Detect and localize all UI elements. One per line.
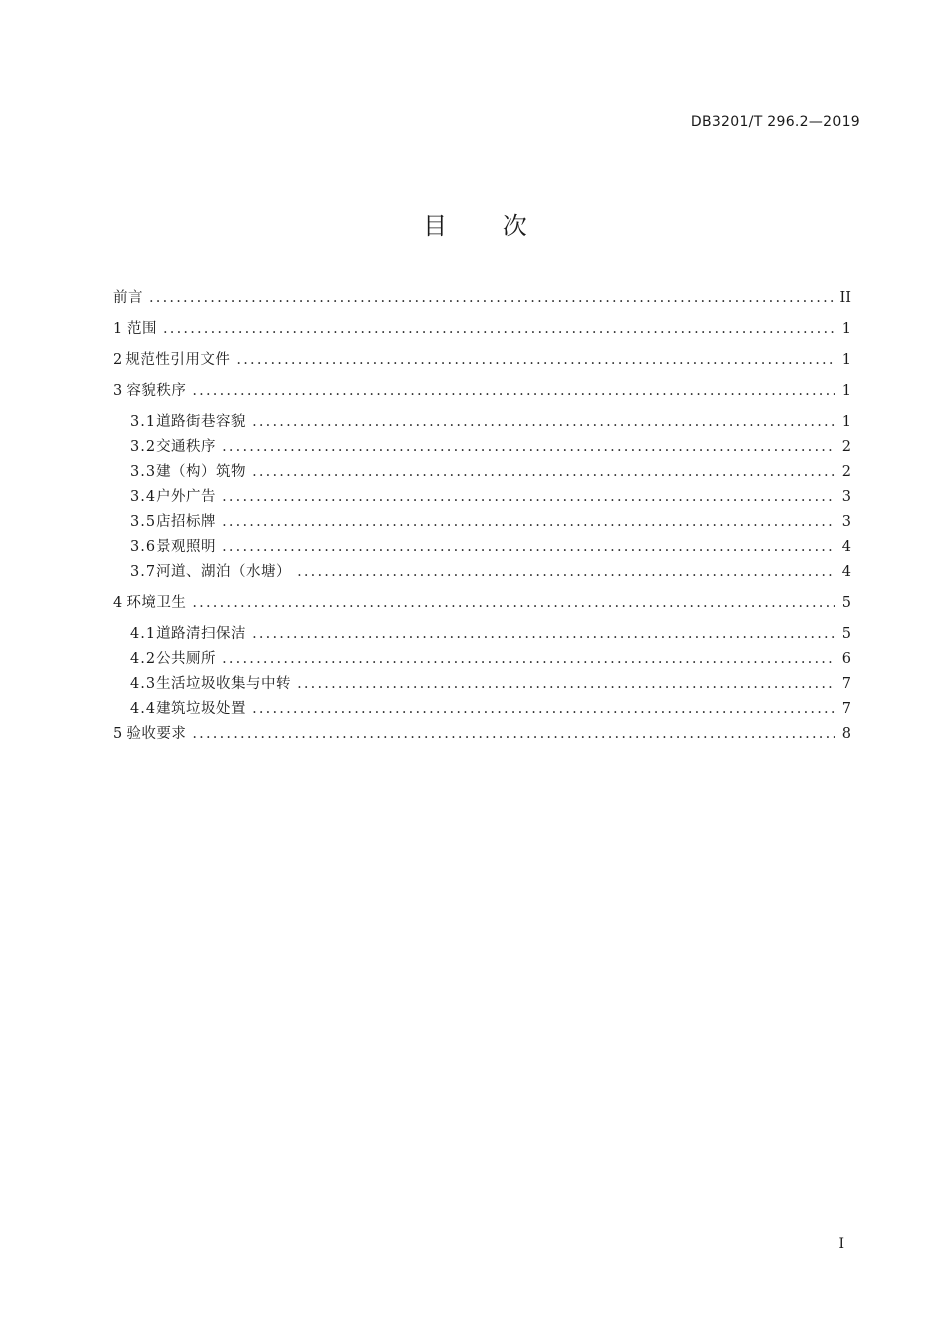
toc-entry-page: 6 [841, 651, 851, 667]
toc-dot-leader [252, 464, 835, 480]
toc-entry-page: 1 [841, 414, 851, 430]
toc-dot-leader [192, 726, 835, 742]
toc-entry-3-3[interactable] [113, 460, 851, 485]
toc-dot-leader [192, 383, 835, 399]
toc-entry-page: 3 [841, 489, 851, 505]
toc-entry-number: 3.7 [130, 564, 157, 580]
toc-dot-leader [192, 595, 835, 611]
toc-entry-label: 河道、湖泊（水塘） [156, 564, 292, 580]
toc-entry-label: 容貌秩序 [126, 383, 187, 399]
toc-entry-appearance-order[interactable] [113, 379, 851, 410]
toc-entry-label: 公共厕所 [156, 651, 217, 667]
toc-entry-number: 2 [113, 352, 124, 368]
toc-dot-leader [149, 290, 835, 306]
toc-entry-page: 5 [841, 626, 851, 642]
toc-dot-leader [252, 701, 835, 717]
toc-entry-page: 4 [841, 539, 851, 555]
toc-dot-leader [222, 539, 835, 555]
toc-entry-label: 道路清扫保洁 [156, 626, 247, 642]
toc-entry-number: 3.4 [130, 489, 157, 505]
toc-entry-scope[interactable] [113, 317, 851, 348]
page-number: I [838, 1236, 844, 1252]
toc-entry-label: 规范性引用文件 [125, 352, 231, 368]
toc-entry-number: 3.5 [130, 514, 157, 530]
toc-entry-number: 3.3 [130, 464, 157, 480]
document-code: DB3201/T 296.2—2019 [690, 114, 860, 130]
toc-entry-4-3[interactable] [113, 672, 851, 697]
toc-entry-number: 3.2 [130, 439, 157, 455]
toc-dot-leader [297, 564, 835, 580]
toc-entry-4-4[interactable] [113, 697, 851, 722]
toc-entry-foreword[interactable] [113, 286, 851, 317]
toc-entry-number: 4.2 [130, 651, 157, 667]
toc-entry-4-1[interactable] [113, 622, 851, 647]
toc-entry-page: 7 [841, 676, 851, 692]
toc-dot-leader [163, 321, 835, 337]
toc-entry-4-2[interactable] [113, 647, 851, 672]
toc-entry-3-7[interactable] [113, 560, 851, 585]
table-of-contents [113, 286, 851, 753]
toc-entry-normative-references[interactable] [113, 348, 851, 379]
toc-entry-page: 1 [841, 352, 851, 368]
toc-entry-number: 4.1 [130, 626, 157, 642]
toc-dot-leader [222, 489, 835, 505]
toc-entry-environmental-sanitation[interactable] [113, 591, 851, 622]
toc-dot-leader [252, 626, 835, 642]
toc-entry-label: 生活垃圾收集与中转 [156, 676, 292, 692]
toc-entry-label: 前言 [113, 290, 143, 306]
toc-entry-label: 交通秩序 [156, 439, 217, 455]
toc-entry-page: 1 [841, 383, 851, 399]
toc-entry-label: 范围 [126, 321, 157, 337]
toc-entry-number: 4.3 [130, 676, 157, 692]
toc-entry-label: 建（构）筑物 [156, 464, 247, 480]
toc-title: 目 次 [423, 212, 551, 240]
toc-dot-leader [297, 676, 835, 692]
toc-dot-leader [222, 514, 835, 530]
toc-entry-number: 3.6 [130, 539, 157, 555]
toc-entry-number: 5 [113, 726, 124, 742]
toc-entry-page: 7 [841, 701, 851, 717]
toc-dot-leader [252, 414, 835, 430]
toc-dot-leader [222, 439, 835, 455]
toc-entry-page: 1 [841, 321, 851, 337]
toc-entry-3-6[interactable] [113, 535, 851, 560]
toc-entry-label: 环境卫生 [126, 595, 187, 611]
toc-entry-3-4[interactable] [113, 485, 851, 510]
toc-entry-page: II [839, 290, 851, 306]
toc-entry-page: 2 [841, 439, 851, 455]
toc-entry-number: 3 [113, 383, 124, 399]
toc-entry-label: 户外广告 [156, 489, 217, 505]
toc-entry-label: 店招标牌 [156, 514, 217, 530]
toc-dot-leader [222, 651, 835, 667]
toc-entry-number: 4.4 [130, 701, 157, 717]
toc-entry-page: 2 [841, 464, 851, 480]
toc-entry-3-5[interactable] [113, 510, 851, 535]
toc-entry-number: 4 [113, 595, 124, 611]
toc-dot-leader [236, 352, 835, 368]
toc-entry-3-1[interactable] [113, 410, 851, 435]
toc-entry-label: 道路街巷容貌 [156, 414, 247, 430]
toc-entry-label: 景观照明 [156, 539, 217, 555]
toc-entry-page: 3 [841, 514, 851, 530]
toc-entry-page: 8 [841, 726, 851, 742]
toc-entry-page: 4 [841, 564, 851, 580]
toc-entry-label: 建筑垃圾处置 [156, 701, 247, 717]
toc-entry-label: 验收要求 [126, 726, 187, 742]
toc-entry-number: 3.1 [130, 414, 157, 430]
toc-entry-number: 1 [113, 321, 124, 337]
toc-entry-acceptance-requirements[interactable] [113, 722, 851, 753]
toc-entry-3-2[interactable] [113, 435, 851, 460]
toc-entry-page: 5 [841, 595, 851, 611]
